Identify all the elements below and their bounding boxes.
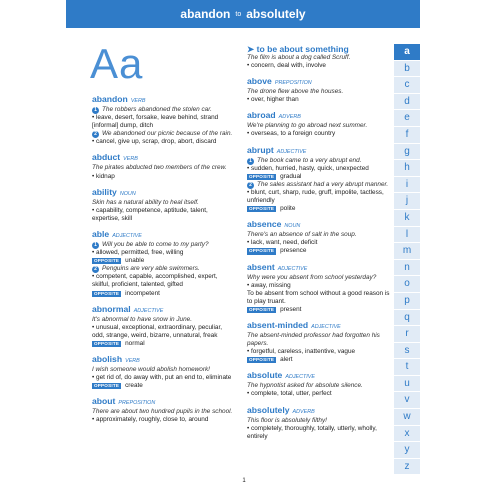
dictionary-entry bbox=[92, 187, 236, 223]
alphabet-index bbox=[394, 44, 420, 475]
opposite-word: polite bbox=[280, 205, 296, 213]
part-of-speech: VERB bbox=[130, 98, 146, 104]
opposite-word: unable bbox=[125, 257, 145, 265]
example-text: I wish someone would abolish homework! bbox=[92, 365, 210, 373]
example-sentence bbox=[92, 408, 236, 416]
example-text: The hypnotist asked for absolute silence. bbox=[247, 382, 363, 390]
synonym-text: • cancel, give up, scrap, drop, abort, discard bbox=[92, 138, 217, 146]
entry-headword bbox=[247, 44, 395, 54]
example-text: Skin has a natural ability to heal itself. bbox=[92, 198, 199, 206]
dictionary-entry bbox=[92, 304, 236, 348]
dictionary-entry bbox=[247, 262, 395, 314]
right-entry-list bbox=[247, 44, 395, 441]
alphabet-tab-e[interactable]: e bbox=[394, 110, 420, 127]
dictionary-entry bbox=[247, 370, 395, 398]
synonym-text: • capability, competence, aptitude, talent, expertise, skill bbox=[92, 206, 208, 222]
opposite-badge: OPPOSITE bbox=[249, 357, 275, 363]
sense-number-icon: 2 bbox=[92, 266, 99, 273]
sense-number-icon: 1 bbox=[247, 158, 254, 165]
synonym-list bbox=[247, 189, 395, 205]
entry-headword bbox=[92, 354, 236, 366]
synonym-text: • sudden, hurried, hasty, quick, unexpected bbox=[247, 164, 369, 172]
entry-headword bbox=[247, 370, 395, 382]
part-of-speech: PREPOSITION bbox=[118, 400, 156, 407]
sense-number-icon: 1 bbox=[92, 107, 99, 114]
entry-headword bbox=[92, 304, 236, 316]
alphabet-tab-i[interactable]: i bbox=[394, 177, 420, 194]
synonym-list bbox=[92, 324, 236, 340]
opposite-badge: OPPOSITE bbox=[94, 383, 120, 389]
entry-headword bbox=[247, 405, 395, 417]
entry-headword bbox=[92, 396, 236, 408]
part-of-speech: PREPOSITION bbox=[274, 80, 312, 87]
dictionary-entry bbox=[92, 152, 236, 180]
dictionary-entry bbox=[247, 219, 395, 255]
opposite-word: normal bbox=[125, 339, 145, 347]
entry-headword bbox=[247, 219, 395, 231]
synonym-list bbox=[92, 207, 236, 223]
headword-text: to be about something bbox=[256, 44, 349, 54]
headword-text: about bbox=[92, 396, 116, 407]
synonym-list bbox=[247, 62, 395, 70]
opposite-word: incompetent bbox=[125, 289, 160, 297]
synonym-text: • overseas, to a foreign country bbox=[247, 130, 336, 138]
dictionary-entry bbox=[92, 229, 236, 298]
page-number: 1 bbox=[242, 478, 246, 484]
synonym-list bbox=[247, 425, 395, 441]
example-sentence bbox=[92, 164, 236, 172]
headword-text: abduct bbox=[92, 152, 121, 163]
synonym-text: • completely, thoroughly, totally, utterly, wholly, entirely bbox=[247, 424, 377, 440]
example-sentence bbox=[247, 181, 395, 189]
alphabet-tab-u[interactable]: u bbox=[394, 376, 420, 393]
part-of-speech: VERB bbox=[125, 357, 140, 364]
dictionary-entry bbox=[247, 44, 395, 70]
synonym-text: • unusual, exceptional, extraordinary, peculiar, odd, strange, weird, bizarre, unnatural, freak bbox=[92, 323, 223, 339]
part-of-speech: ADJECTIVE bbox=[276, 148, 307, 155]
entry-headword bbox=[92, 94, 236, 106]
entry-headword bbox=[247, 262, 395, 274]
example-sentence bbox=[92, 199, 236, 207]
headword-text: abandon bbox=[92, 94, 128, 104]
headword-text: absent-minded bbox=[247, 319, 309, 330]
alphabet-tab-l[interactable]: l bbox=[394, 227, 420, 244]
synonym-text: • over, higher than bbox=[247, 96, 299, 104]
part-of-speech: ADJECTIVE bbox=[133, 307, 164, 314]
alphabet-tab-v[interactable]: v bbox=[394, 392, 420, 409]
opposite-line bbox=[247, 173, 395, 181]
alphabet-tab-j[interactable]: j bbox=[394, 193, 420, 210]
left-entry-list bbox=[92, 94, 236, 424]
alphabet-tab-d[interactable]: d bbox=[394, 94, 420, 111]
alphabet-tab-k[interactable]: k bbox=[394, 210, 420, 227]
example-text: The drone flew above the houses. bbox=[247, 88, 344, 96]
headword-text: absolute bbox=[247, 370, 283, 381]
example-text: We're planning to go abroad next summer. bbox=[247, 122, 368, 130]
example-sentence bbox=[92, 265, 236, 273]
synonym-text: • get rid of, do away with, put an end to, eliminate bbox=[92, 374, 232, 382]
synonym-list bbox=[92, 273, 236, 289]
example-sentence bbox=[92, 316, 236, 324]
part-of-speech: ADJECTIVE bbox=[277, 265, 308, 272]
synonym-list bbox=[247, 282, 395, 290]
opposite-badge: OPPOSITE bbox=[249, 248, 275, 254]
example-text: The sales assistant had a very abrupt manner. bbox=[257, 180, 389, 188]
opposite-line bbox=[247, 247, 395, 255]
opposite-badge: OPPOSITE bbox=[94, 340, 120, 346]
example-text: Why were you absent from school yesterday? bbox=[247, 273, 377, 281]
example-sentence bbox=[247, 417, 395, 425]
left-column bbox=[90, 40, 236, 430]
headword-text: absent bbox=[247, 261, 275, 272]
alphabet-tab-g[interactable]: g bbox=[394, 144, 420, 161]
synonym-text: • blunt, curt, sharp, rude, gruff, impolite, tactless, unfriendly bbox=[247, 188, 384, 205]
dictionary-entry bbox=[92, 354, 236, 390]
opposite-badge: OPPOSITE bbox=[94, 290, 120, 296]
opposite-line bbox=[92, 257, 236, 265]
synonym-list bbox=[92, 374, 236, 382]
example-sentence bbox=[92, 241, 236, 249]
headword-text: abroad bbox=[247, 110, 276, 121]
part-of-speech: ADVERB bbox=[292, 408, 315, 415]
opposite-line bbox=[92, 382, 236, 390]
dictionary-entry bbox=[247, 145, 395, 214]
alphabet-tab-p[interactable]: p bbox=[394, 293, 420, 310]
synonym-list bbox=[247, 239, 395, 247]
alphabet-tab-c[interactable]: c bbox=[394, 77, 420, 94]
part-of-speech: ADJECTIVE bbox=[311, 323, 341, 330]
dictionary-entry bbox=[247, 320, 395, 364]
opposite-line bbox=[247, 306, 395, 314]
entry-headword bbox=[92, 229, 236, 241]
dictionary-entry bbox=[247, 110, 395, 138]
synonym-text: • lack, want, need, deficit bbox=[247, 239, 318, 247]
example-text: The robbers abandoned the stolen car. bbox=[102, 106, 212, 113]
example-text: We abandoned our picnic because of the rain. bbox=[102, 130, 233, 138]
example-text: The absent-minded professor had forgotten his papers. bbox=[247, 331, 380, 348]
part-of-speech: ADJECTIVE bbox=[285, 374, 315, 381]
opposite-badge: OPPOSITE bbox=[249, 206, 275, 212]
example-text: It's abnormal to have snow in June. bbox=[92, 315, 192, 323]
synonym-text: • allowed, permitted, free, willing bbox=[92, 249, 184, 257]
alphabet-tab-r[interactable]: r bbox=[394, 326, 420, 343]
alphabet-tab-x[interactable]: x bbox=[394, 426, 420, 443]
example-sentence bbox=[92, 130, 236, 138]
header-to-label: to bbox=[235, 10, 242, 18]
synonym-text: • competent, capable, accomplished, expert, skilful, proficient, talented, gifted bbox=[92, 273, 218, 289]
headword-text: absence bbox=[247, 219, 282, 230]
example-text: The pirates abducted two members of the crew. bbox=[92, 164, 227, 172]
opposite-badge: OPPOSITE bbox=[94, 258, 120, 264]
sense-number-icon: 2 bbox=[247, 182, 254, 189]
synonym-list bbox=[247, 130, 395, 138]
example-text: The book came to a very abrupt end. bbox=[257, 156, 362, 164]
entry-headword bbox=[247, 320, 395, 332]
part-of-speech: ADJECTIVE bbox=[112, 232, 142, 239]
headword-text: abnormal bbox=[92, 303, 131, 314]
dictionary-entry bbox=[92, 94, 236, 146]
alphabet-tab-m[interactable]: m bbox=[394, 243, 420, 260]
example-sentence bbox=[247, 231, 395, 239]
example-sentence bbox=[247, 332, 395, 348]
synonym-text: • concern, deal with, involve bbox=[247, 62, 326, 70]
synonym-list bbox=[92, 114, 236, 130]
dictionary-entry bbox=[247, 405, 395, 441]
part-of-speech: NOUN bbox=[284, 223, 301, 230]
alphabet-tab-a[interactable]: a bbox=[394, 44, 420, 61]
alphabet-tab-w[interactable]: w bbox=[394, 409, 420, 426]
alphabet-tab-z[interactable]: z bbox=[394, 459, 420, 476]
example-text: Will you be able to come to my party? bbox=[102, 240, 209, 248]
synonym-list bbox=[247, 96, 395, 104]
example-sentence bbox=[247, 157, 395, 165]
example-sentence bbox=[247, 54, 395, 62]
opposite-word: gradual bbox=[280, 172, 302, 180]
example-text: There's an absence of salt in the soup. bbox=[247, 231, 357, 239]
headword-text: absolutely bbox=[247, 404, 290, 415]
synonym-list bbox=[247, 165, 395, 173]
example-text: Penguins are very able swimmers. bbox=[102, 265, 200, 273]
alphabet-tab-f[interactable]: f bbox=[394, 127, 420, 144]
example-text: This floor is absolutely filthy! bbox=[247, 416, 327, 424]
example-text: The film is about a dog called Scruff. bbox=[247, 54, 351, 61]
opposite-line bbox=[247, 205, 395, 213]
section-letter: Aa bbox=[90, 40, 144, 87]
example-sentence bbox=[247, 88, 395, 96]
page-header bbox=[66, 0, 420, 28]
entry-headword bbox=[247, 76, 395, 88]
synonym-list bbox=[247, 290, 395, 306]
synonym-text: • kidnap bbox=[92, 172, 115, 180]
opposite-line bbox=[247, 356, 395, 364]
headword-text: above bbox=[247, 76, 272, 87]
synonym-text: • complete, total, utter, perfect bbox=[247, 390, 332, 398]
example-text: There are about two hundred pupils in the school. bbox=[92, 408, 233, 416]
synonym-text: • approximately, roughly, close to, around bbox=[92, 416, 209, 424]
example-sentence bbox=[92, 106, 236, 114]
entry-headword bbox=[92, 152, 236, 164]
synonym-list bbox=[92, 138, 236, 146]
header-first-word: abandon bbox=[180, 7, 231, 21]
part-of-speech: NOUN bbox=[119, 190, 136, 197]
alphabet-tab-o[interactable]: o bbox=[394, 276, 420, 293]
opposite-word: create bbox=[125, 382, 143, 390]
headword-text: ability bbox=[92, 186, 117, 197]
sense-number-icon: 1 bbox=[92, 242, 99, 249]
example-sentence bbox=[92, 366, 236, 374]
synonym-text: To be absent from school without a good reason is to play truant. bbox=[247, 289, 390, 305]
alphabet-tab-n[interactable]: n bbox=[394, 260, 420, 277]
synonym-list bbox=[92, 416, 236, 424]
alphabet-tab-t[interactable]: t bbox=[394, 359, 420, 376]
opposite-word: present bbox=[280, 305, 302, 313]
dictionary-entry bbox=[92, 396, 236, 424]
entry-headword bbox=[247, 110, 395, 122]
opposite-line bbox=[92, 340, 236, 348]
alphabet-tab-y[interactable]: y bbox=[394, 442, 420, 459]
right-column bbox=[247, 44, 395, 447]
opposite-badge: OPPOSITE bbox=[249, 306, 275, 312]
part-of-speech: VERB bbox=[123, 156, 138, 163]
entry-headword bbox=[247, 145, 395, 157]
headword-text: abolish bbox=[92, 353, 123, 364]
header-last-word: absolutely bbox=[246, 7, 306, 21]
example-sentence bbox=[247, 382, 395, 390]
synonym-text: • away, missing bbox=[247, 281, 291, 289]
synonym-list bbox=[247, 390, 395, 398]
opposite-line bbox=[92, 290, 236, 298]
alphabet-tab-b[interactable]: b bbox=[394, 61, 420, 78]
sense-number-icon: 2 bbox=[92, 131, 99, 138]
headword-text: abrupt bbox=[247, 144, 274, 155]
synonym-list bbox=[92, 173, 236, 181]
arrow-icon: ➤ bbox=[247, 44, 257, 54]
example-sentence bbox=[247, 122, 395, 130]
synonym-text: • forgetful, careless, inattentive, vague bbox=[247, 348, 356, 356]
headword-text: able bbox=[92, 228, 110, 239]
entry-headword bbox=[92, 187, 236, 199]
opposite-word: alert bbox=[280, 356, 293, 364]
synonym-list bbox=[92, 249, 236, 257]
synonym-text: • leave, desert, forsake, leave behind, strand [informal] dump, ditch bbox=[92, 114, 219, 130]
dictionary-entry bbox=[247, 76, 395, 104]
part-of-speech: ADVERB bbox=[278, 114, 301, 121]
alphabet-tab-h[interactable]: h bbox=[394, 160, 420, 177]
alphabet-tab-s[interactable]: s bbox=[394, 343, 420, 360]
opposite-word: presence bbox=[280, 247, 307, 255]
synonym-list bbox=[247, 348, 395, 356]
alphabet-tab-q[interactable]: q bbox=[394, 310, 420, 327]
example-sentence bbox=[247, 274, 395, 282]
opposite-badge: OPPOSITE bbox=[249, 173, 275, 179]
